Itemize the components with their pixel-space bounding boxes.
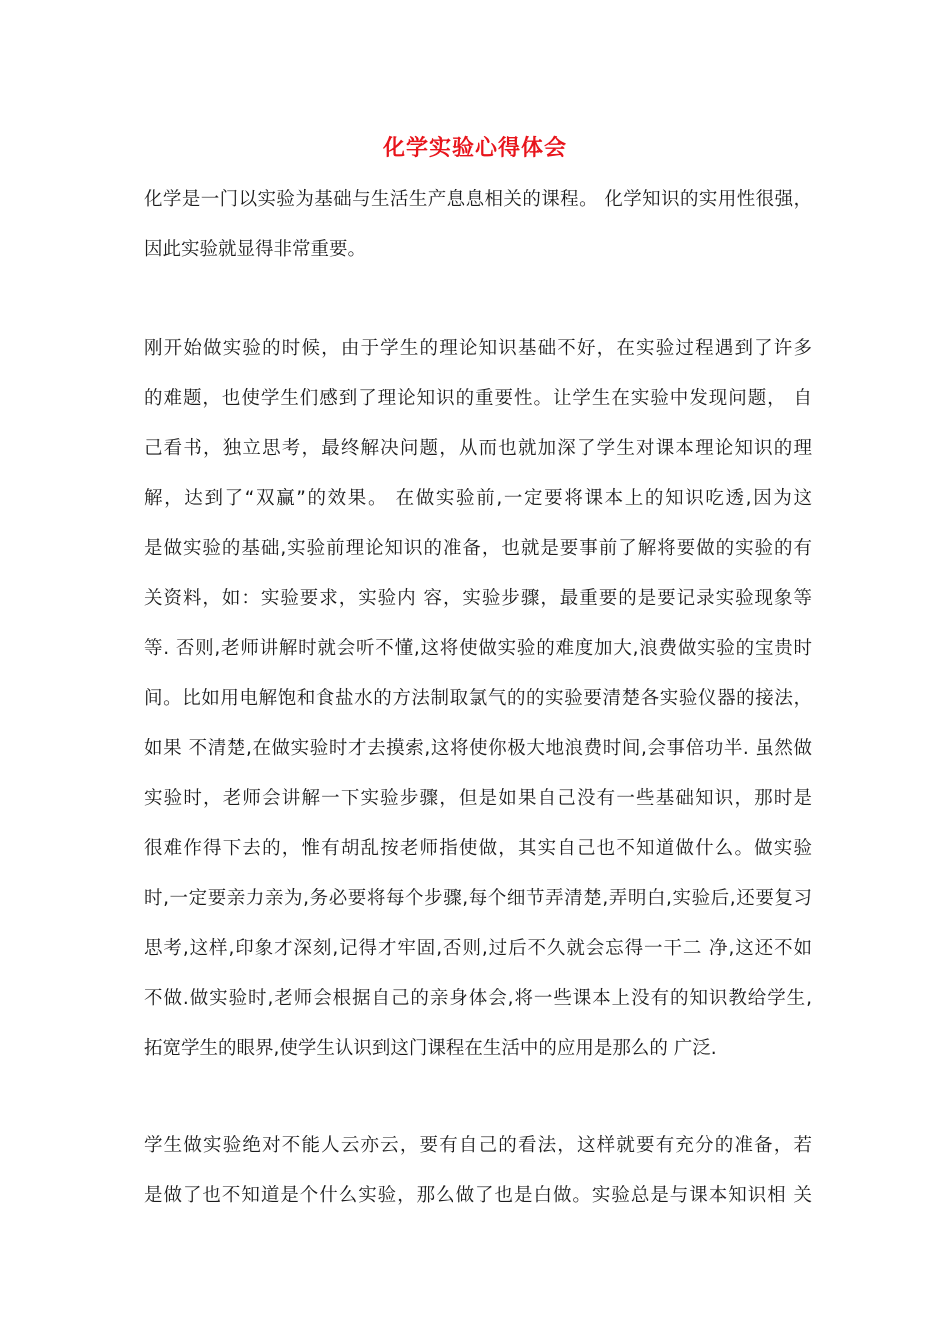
paragraph-line: 等. 否则,老师讲解时就会听不懂,这将使做实验的难度加大,浪费做实验的宝贵时: [144, 638, 812, 659]
paragraph-line: 很难作得下去的，惟有胡乱按老师指使做，其实自己也不知道做什么。做实验: [144, 838, 812, 859]
paragraph-line: 是做了也不知道是个什么实验，那么做了也是白做。实验总是与课本知识相 关: [144, 1185, 812, 1206]
paragraph-line: 如果 不清楚,在做实验时才去摸索,这将使你极大地浪费时间,会事倍功半. 虽然做: [144, 738, 812, 759]
paragraph-line: 间。比如用电解饱和食盐水的方法制取氯气的的实验要清楚各实验仪器的接法，: [144, 688, 812, 709]
paragraph-line: 关资料，如：实验要求，实验内 容，实验步骤，最重要的是要记录实验现象等: [144, 588, 812, 609]
paragraph-line: 刚开始做实验的时候，由于学生的理论知识基础不好，在实验过程遇到了许多: [144, 338, 812, 359]
paragraph-line: 化学是一门以实验为基础与生活生产息息相关的课程。 化学知识的实用性很强，: [144, 189, 812, 210]
paragraph-line: 的难题，也使学生们感到了理论知识的重要性。让学生在实验中发现问题， 自: [144, 388, 812, 409]
paragraph-line: 实验时，老师会讲解一下实验步骤，但是如果自己没有一些基础知识，那时是: [144, 788, 812, 809]
paragraph-line: 学生做实验绝对不能人云亦云，要有自己的看法，这样就要有充分的准备，若: [144, 1135, 812, 1156]
paragraph-closing: [144, 1121, 812, 1221]
paragraph-line: 思考,这样,印象才深刻,记得才牢固,否则,过后不久就会忘得一干二 净,这还不如: [144, 938, 812, 959]
paragraph-line: 时,一定要亲力亲为,务必要将每个步骤,每个细节弄清楚,弄明白,实验后,还要复习: [144, 888, 812, 909]
paragraph-line: 拓宽学生的眼界,使学生认识到这门课程在生活中的应用是那么的 广泛.: [144, 1038, 717, 1059]
paragraph-intro: [144, 175, 812, 275]
paragraph-line: 是做实验的基础,实验前理论知识的准备，也就是要事前了解将要做的实验的有: [144, 538, 812, 559]
document-title: 化学实验心得体会: [382, 136, 567, 161]
paragraph-line: 解，达到了“双赢”的效果。 在做实验前,一定要将课本上的知识吃透,因为这: [144, 488, 812, 509]
paragraph-body: [144, 324, 812, 1074]
paragraph-line: 因此实验就显得非常重要。: [144, 239, 367, 260]
paragraph-line: 己看书，独立思考，最终解决问题，从而也就加深了学生对课本理论知识的理: [144, 438, 812, 459]
paragraph-line: 不做.做实验时,老师会根据自己的亲身体会,将一些课本上没有的知识教给学生,: [144, 988, 812, 1009]
